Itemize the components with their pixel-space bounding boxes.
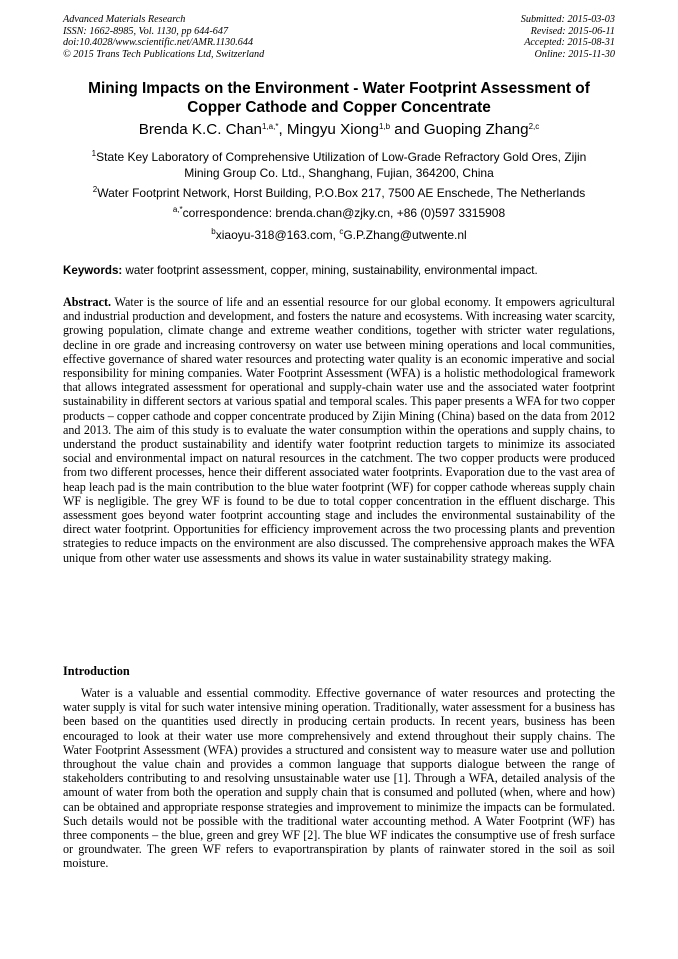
- copyright-line: © 2015 Trans Tech Publications Ltd, Switzerland: [63, 48, 265, 60]
- revised-date: Revised: 2015-06-11: [530, 25, 615, 37]
- paper-title: [40, 79, 638, 117]
- author-1-sup: 1,a,*: [262, 122, 279, 131]
- author-sep-2: and: [390, 121, 424, 138]
- author-3-name: Guoping Zhang: [423, 121, 529, 138]
- email-c-sup: c: [339, 227, 344, 236]
- email-c: G.P.Zhang@utwente.nl: [343, 228, 467, 242]
- abstract: [63, 295, 615, 565]
- author-2-sup: 1,b: [378, 122, 391, 131]
- keywords-text: water footprint assessment, copper, mining, sustainability, environmental impact.: [122, 264, 538, 277]
- affiliation-1: [60, 149, 618, 181]
- affiliation-1-sup: 1: [91, 149, 97, 158]
- author-1-name: Brenda K.C. Chan: [138, 121, 262, 138]
- affiliation-2-text: Water Footprint Network, Horst Building, P.O.Box 217, 7500 AE Enschede, The Netherlands: [97, 186, 586, 200]
- author-list: [40, 120, 638, 140]
- issn-line: ISSN: 1662-8985, Vol. 1130, pp 644-647: [63, 25, 229, 37]
- abstract-label: Abstract.: [63, 295, 112, 309]
- affiliation-1-line-2: Mining Group Co. Ltd., Shanghang, Fujian, 364200, China: [184, 166, 494, 180]
- accepted-date: Accepted: 2015-08-31: [524, 37, 615, 48]
- email-b: xiaoyu-318@163.com,: [215, 228, 340, 242]
- correspondence-text: correspondence: brenda.chan@zjky.cn, +86 (0)597 3315908: [182, 206, 506, 220]
- correspondence-line: [60, 205, 618, 221]
- emails-line: [60, 227, 618, 243]
- keywords-label: Keywords:: [63, 264, 123, 277]
- email-b-sup: b: [211, 227, 216, 236]
- dates-info: [521, 14, 615, 60]
- correspondence-sup: a,*: [172, 205, 183, 214]
- title-line-1: Mining Impacts on the Environment - Water Footprint Assessment of: [88, 80, 590, 97]
- journal-info: [63, 14, 264, 60]
- doi-line: doi:10.4028/www.scientific.net/AMR.1130.644: [63, 37, 254, 48]
- online-date: Online: 2015-11-30: [534, 48, 615, 60]
- journal-name: Advanced Materials Research: [63, 14, 186, 25]
- title-line-2: Copper Cathode and Copper Concentrate: [187, 99, 491, 116]
- introduction-text: Water is a valuable and essential commodity. Effective governance of water resources and protecting the water supply is vital for such water intensive mining operation. Traditionally, water assessment for a business has been based on the quantities used directly in producing certain products. In recent years, business has been encouraged to look at their water use more comprehensively and extend throughout their supply chains. The Water Footprint Assessment (WFA) provides a structured and consistent way to measure water use and pollution throughout the value chain and provides a common language that supports dialogue between the range of stakeholders contributing to and resolving unsustainable water use [1]. Through a WFA, detailed analysis of the amount of water from both the operation and supply chain that is consumed and polluted (when, where and how) can be obtained and appropriate response strategies and improvement to minimize the impacts can be formulated. Such details would not be possible with the traditional water accounting method. A Water Footprint (WF) has three components – the blue, green and grey WF [2]. The blue WF indicates the consumptive use of fresh surface or groundwater. The green WF refers to evaportranspiration by plants of rainwater stored in the soil as soil moisture.: [63, 686, 615, 871]
- affiliation-2: [60, 185, 618, 201]
- submitted-date: Submitted: 2015-03-03: [520, 14, 615, 25]
- keywords: [63, 263, 615, 278]
- introduction-heading: Introduction: [63, 664, 130, 678]
- author-sep-1: ,: [278, 121, 287, 138]
- affiliation-2-sup: 2: [92, 185, 98, 194]
- author-2-name: Mingyu Xiong: [286, 121, 379, 138]
- author-3-sup: 2,c: [528, 122, 540, 131]
- affiliation-1-line-1: State Key Laboratory of Comprehensive Utilization of Low-Grade Refractory Gold Ores, Zijin: [96, 150, 587, 164]
- abstract-text: Water is the source of life and an essential resource for our global economy. It empowers agricultural and industrial production and development, and fosters the nature and ecosystems. With increasing water scarcity, growing population, climate change and extreme weather conditions, together with stricter water regulations, decline in ore grade and increasing controversy on water use between mining operations and local communities, effective governance of shared water resources and protecting water quality is an economic imperative and social responsibility for mining companies. Water Footprint Assessment (WFA) is a holistic methodological framework that allows integrated assessment for operational and supply-chain water use and the associated water footprint sustainability in different sectors at various spatial and temporal scales. This paper presents a WFA for two copper products – copper cathode and copper concentrate produced by Zijin Mining (China) based on the data from 2012 and 2013. The aim of this study is to evaluate the water consumption within the operations and supply chains, to understand the product sustainability and identify water footprint reduction targets to minimize its associated social and environmental impact on natural resources in the catchment. The two copper products were produced from two different processes, hence their different associated water footprints. Evaporation due to the vast area of heap leach pad is the main contribution to the blue water footprint (WF) for copper cathode whereas supply chain WF is negligible. The grey WF is found to be due to total copper concentration in the effluent discharge. This assessment goes beyond water footprint accounting stage and includes the environmental sustainability of the direct water footprint. Opportunities for efficiency improvement across the two processing plants and prevention strategies to reduce impacts on the environment are also discussed. The comprehensive approach makes the WFA unique from other water use assessments and shows its value in water sustainability strategy making.: [63, 295, 615, 565]
